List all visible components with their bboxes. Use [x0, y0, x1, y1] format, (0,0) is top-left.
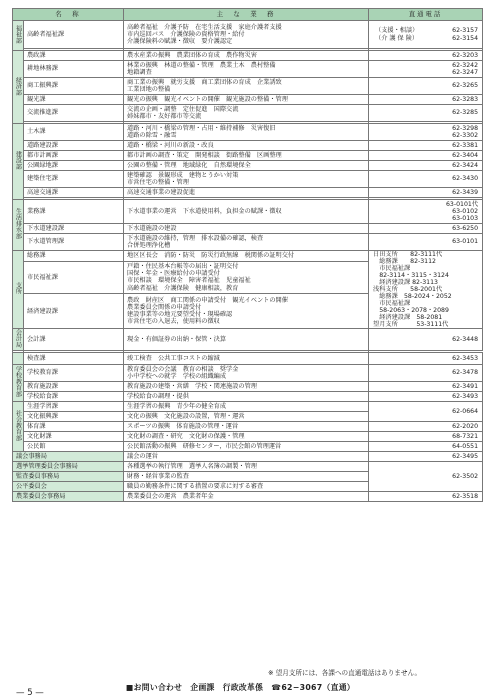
section-duties — [124, 124, 369, 141]
section-duties — [124, 364, 369, 381]
phone-cell — [369, 234, 483, 251]
section-name: 道路建設課 — [24, 141, 124, 151]
duty-line: 農政 財産区 商工関係の申請受付 観光イベントの開催 — [127, 296, 288, 304]
table-row — [13, 364, 483, 381]
duty-line: 戸籍・住民基本台帳等の届出・証明交付 — [127, 262, 239, 270]
section-name: 教育施設課 — [24, 381, 124, 391]
table-body — [13, 21, 483, 502]
duty-line: 職員の勤務条件に関する措置の要求に対する審査 — [127, 482, 264, 490]
section-name: 業務課 — [24, 200, 124, 224]
table-row — [13, 391, 483, 401]
department-label — [13, 329, 24, 351]
duty-line: 下水道施設の建設 — [127, 224, 177, 232]
table-row — [13, 431, 483, 441]
section-duties — [124, 329, 369, 351]
section-name: 文化振興課 — [24, 411, 124, 421]
duty-line: 都市計画の調査・策定 開発相談 街路整備 区画整理 — [127, 151, 282, 159]
phone-number: 62-3448 — [452, 335, 479, 343]
duty-line: 農業委員会関係の申請受付 — [127, 303, 202, 311]
section-duties — [124, 78, 369, 95]
section-duties — [124, 451, 369, 461]
duty-line: 市内巡回バス 介護保険の資格管理・給付 — [127, 30, 245, 38]
section-duties — [124, 471, 369, 481]
phone-number: 日田支所 82-3111代 — [373, 251, 443, 258]
table-row — [13, 234, 483, 251]
duty-line: 議会の運営 — [127, 452, 158, 460]
section-duties — [124, 234, 369, 251]
section-duties — [124, 151, 369, 161]
duty-line: 高齢者福祉 介護予防 在宅生活支援 家庭介護者支援 — [127, 23, 282, 31]
phone-number: 63-0103 — [452, 215, 479, 223]
footnote: ※ 望月支所には、各課への直通電話はありません。 — [268, 669, 422, 677]
page-number: — 5 — — [16, 688, 44, 698]
duty-line: 道路・橋梁・河川の新設・改良 — [127, 141, 214, 149]
duty-line: 教育施設の建築・営繕 学校・関連施設の管理 — [127, 382, 257, 390]
table-row — [13, 461, 483, 471]
department-label — [13, 21, 24, 51]
duty-line: 建築確認 景観形成 建物とうかい対策 — [127, 171, 239, 179]
section-duties — [124, 171, 369, 188]
section-duties — [124, 141, 369, 151]
section-name: 建築住宅課 — [24, 171, 124, 188]
section-name: 経済建設課 — [24, 294, 124, 329]
phone-number: 62-3453 — [452, 354, 479, 362]
duty-line: 農水産業の振興 農業団体の育成 農作物災害 — [127, 51, 257, 59]
duty-line: 現金・有価証券の出納・保管・決算 — [127, 335, 227, 343]
duty-line: 高齢者福祉 介護保険 健康相談，教育 — [127, 284, 239, 292]
table-row — [13, 124, 483, 141]
duty-line: 市営住宅の入退去，使用料の徴収 — [127, 318, 220, 326]
phone-number: 62-3439 — [452, 188, 479, 196]
department-label-text: 福祉部 — [14, 25, 22, 44]
section-name: 学校教育課 — [24, 364, 124, 381]
section-duties — [124, 461, 369, 471]
phone-label: （介 護 保 険） — [375, 34, 419, 42]
section-name: 下水道建設課 — [24, 224, 124, 234]
phone-cell — [369, 329, 483, 351]
phone-number: 63-6250 — [452, 224, 479, 232]
table-row — [13, 78, 483, 95]
duty-line: 下水道事業の運営 下水道使用料，負担金の賦課・徴収 — [127, 207, 282, 215]
phone-number: 総務課 58-2024・2052 — [373, 293, 452, 300]
duty-line: 文化の振興 文化施設の設置，管理・運営 — [127, 412, 245, 420]
section-name: 総務課 — [24, 251, 124, 262]
duty-line: 各種選挙の執行管理 選挙人名簿の調製・管理 — [127, 462, 257, 470]
section-duties — [124, 411, 369, 421]
table-row — [13, 451, 483, 461]
department-label — [13, 200, 24, 251]
phone-number: 62-3404 — [452, 151, 479, 159]
department-label — [13, 352, 24, 364]
table-row — [13, 61, 483, 78]
section-name: 交流推進課 — [24, 105, 124, 122]
phone-number: 62-3430 — [452, 175, 479, 183]
phone-cell — [369, 431, 483, 441]
directory-table-wrapper — [12, 8, 482, 502]
duty-line: 学校給食の調理・提供 — [127, 392, 189, 400]
section-name: 体育課 — [24, 421, 124, 431]
section-name: 下水道管理課 — [24, 234, 124, 251]
table-row — [13, 141, 483, 151]
phone-number: 62-3478 — [452, 369, 479, 377]
duty-line: 介護保険料の賦課・徴収 要介護認定 — [127, 38, 233, 46]
section-duties — [124, 431, 369, 441]
duty-line: 観光の振興 観光イベントの開催 観光施設の整備・管理 — [127, 95, 288, 103]
duty-line: 交流の企画・調整 定住促進 国際交流 — [127, 105, 239, 113]
phone-cell — [369, 61, 483, 78]
section-name: 公園緑地課 — [24, 161, 124, 171]
phone-number: 経済建設課 82-3113 — [373, 279, 438, 286]
duty-line: 文化財の調査・研究 文化財の保護・管理 — [127, 432, 245, 440]
phone-line — [375, 27, 478, 34]
duty-line: 公民館活動の振興 研修センター，市民会館の管理運営 — [127, 442, 282, 450]
phone-line — [375, 35, 478, 42]
table-row — [13, 381, 483, 391]
header-name: 名 称 — [13, 9, 124, 21]
phone-number: 62-3493 — [452, 392, 479, 400]
phone-cell — [369, 224, 483, 234]
department-label-text: 経済部 — [14, 76, 22, 96]
duty-line: 林業の振興 林道の整備・管理 農業土木 農村整備 — [127, 61, 276, 69]
phone-number: 68-7321 — [452, 432, 479, 440]
phone-number: 62-3302 — [452, 132, 479, 139]
department-label — [13, 124, 24, 200]
table-row — [13, 352, 483, 364]
phone-cell — [369, 161, 483, 171]
phone-cell — [369, 364, 483, 381]
table-row — [13, 21, 483, 49]
table-row — [13, 161, 483, 171]
duty-line: 農業委員会の運営 農業者年金 — [127, 492, 214, 500]
table-row — [13, 188, 483, 198]
phone-cell — [369, 441, 483, 451]
department-label — [13, 364, 24, 401]
section-duties — [124, 161, 369, 171]
department-label-text: 社会教育部 — [14, 409, 22, 441]
duty-line: 下水道施設の維持，管理 排水設備の確認，検査 — [127, 234, 264, 242]
section-duties — [124, 391, 369, 401]
phone-cell — [369, 95, 483, 105]
table-row — [13, 441, 483, 451]
phone-label: （支援・相談） — [375, 27, 419, 35]
section-name: 土木課 — [24, 124, 124, 141]
duty-line: 財務・経営事業の監査 — [127, 472, 189, 480]
section-duties — [124, 401, 369, 411]
section-name: 農業委員会事務局 — [13, 491, 124, 501]
phone-cell — [369, 491, 483, 501]
section-name: 商工振興課 — [24, 78, 124, 95]
phone-number: 62-3265 — [452, 82, 479, 90]
phone-cell — [369, 188, 483, 198]
section-name: 耕地林務課 — [24, 61, 124, 78]
phone-cell — [369, 391, 483, 401]
phone-cell — [369, 401, 483, 421]
department-label — [13, 251, 24, 329]
phone-number: 62-3298 — [452, 124, 479, 132]
section-duties — [124, 188, 369, 198]
phone-cell — [369, 21, 483, 49]
phone-number: 62-3381 — [452, 141, 479, 149]
phone-number: 63-0101 — [452, 238, 479, 246]
duty-line: 竣工検査 公共工事コストの縮減 — [127, 354, 220, 362]
section-duties — [124, 421, 369, 431]
department-label — [13, 401, 24, 451]
phone-number: 62-2020 — [452, 422, 479, 430]
duty-line: 教育委員会の会議 教育の相談 奨学金 — [127, 365, 239, 373]
phone-number: 市民福祉課 — [373, 265, 411, 272]
phone-number: 市民福祉課 — [373, 300, 411, 307]
phone-number: 63-0101代 — [445, 200, 479, 208]
phone-cell — [369, 461, 483, 491]
phone-number: 64-0551 — [452, 442, 479, 450]
duty-line: 商工業の振興 就労支援 商工業団体の育成 企業誘致 — [127, 78, 282, 86]
department-label-text: 学校教育部 — [14, 366, 22, 398]
section-duties — [124, 51, 369, 61]
section-duties — [124, 261, 369, 294]
section-duties — [124, 381, 369, 391]
section-name: 文化財課 — [24, 431, 124, 441]
phone-cell — [369, 200, 483, 224]
department-label — [13, 51, 24, 124]
section-duties — [124, 105, 369, 122]
department-label-text: 生活排水部 — [14, 208, 22, 240]
section-name: 会計課 — [24, 329, 124, 351]
section-duties — [124, 21, 369, 49]
duty-line: 高速交通事業の建設促進 — [127, 188, 196, 196]
section-duties — [124, 251, 369, 262]
phone-number: 62-3247 — [452, 69, 479, 76]
table-row — [13, 95, 483, 105]
section-duties — [124, 441, 369, 451]
phone-cell — [369, 78, 483, 95]
section-name: 学校給食課 — [24, 391, 124, 401]
duty-line: 地籍調査 — [127, 69, 152, 76]
table-row — [13, 251, 483, 262]
phone-number: 浅科支所 58-2001代 — [373, 286, 443, 293]
header-phone: 直通電話 — [369, 9, 483, 21]
section-name: 議会事務局 — [13, 451, 124, 461]
duty-line: 公園の整備・管理 地域緑化 自然環境保全 — [127, 161, 251, 169]
duty-line: 生涯学習の振興 青少年の健全育成 — [127, 402, 227, 410]
table-row — [13, 151, 483, 161]
section-duties — [124, 491, 369, 501]
duty-line: 市民相談 環境保全 障害者福祉 児童福祉 — [127, 277, 251, 285]
phone-number: 62-3285 — [452, 109, 479, 117]
table-header-row — [13, 9, 483, 21]
phone-number: 経済建設課 58-2081 — [373, 314, 443, 321]
phone-number: 62-3242 — [452, 61, 479, 69]
phone-number: 62-3424 — [452, 161, 479, 169]
phone-number: 総務課 82-3112 — [373, 258, 436, 265]
section-name: 生涯学習課 — [24, 401, 124, 411]
duty-line: 国保・年金・医療給付の申請受付 — [127, 270, 220, 278]
duty-line: 合併処理浄化槽 — [127, 242, 171, 249]
phone-number: 62-3495 — [452, 452, 479, 460]
phone-cell — [369, 141, 483, 151]
section-duties — [124, 352, 369, 364]
duty-line: 姉妹都市・友好都市等交流 — [127, 113, 202, 120]
phone-number: 望月支所 53-3111代 — [373, 321, 449, 328]
phone-number: 62-3518 — [452, 492, 479, 500]
section-duties — [124, 224, 369, 234]
section-duties — [124, 61, 369, 78]
table-row — [13, 51, 483, 61]
phone-number: 62-0664 — [452, 407, 479, 415]
phone-number: 62-3502 — [452, 472, 479, 480]
section-name: 公平委員会 — [13, 481, 124, 491]
duty-line: 建設事業等の地元要望受付・現場確認 — [127, 311, 233, 319]
department-directory-table — [12, 8, 483, 502]
header-duties: 主 な 業 務 — [124, 9, 369, 21]
phone-number: 62-3203 — [452, 51, 479, 59]
section-name: 公民館 — [24, 441, 124, 451]
phone-cell — [369, 124, 483, 141]
table-row — [13, 200, 483, 224]
section-name: 市民福祉課 — [24, 261, 124, 294]
department-label-text: 建設部 — [14, 151, 22, 170]
phone-cell — [369, 105, 483, 122]
duty-line: 道路・河川・橋梁の管理・占用・維持補修 災害復旧 — [127, 124, 276, 132]
phone-number: 62-3283 — [452, 95, 479, 103]
phone-cell — [369, 421, 483, 431]
section-name: 検査課 — [24, 352, 124, 364]
phone-cell — [369, 151, 483, 161]
phone-number: 58-2063・2078・2089 — [373, 307, 449, 314]
table-row — [13, 491, 483, 501]
section-duties — [124, 481, 369, 491]
phone-cell — [369, 251, 483, 329]
phone-number: 63-0102 — [452, 207, 479, 215]
phone-cell — [369, 51, 483, 61]
phone-number: 62-3154 — [452, 34, 479, 42]
section-name: 高速交通課 — [24, 188, 124, 198]
table-row — [13, 171, 483, 188]
section-duties — [124, 95, 369, 105]
phone-number: 82-3114・3115・3124 — [373, 272, 449, 279]
section-name: 観光課 — [24, 95, 124, 105]
phone-number: 62-3491 — [452, 382, 479, 390]
phone-cell — [369, 451, 483, 461]
phone-cell — [369, 381, 483, 391]
section-name: 高齢者福祉課 — [24, 21, 124, 49]
section-name: 選挙管理委員会事務局 — [13, 461, 124, 471]
table-row — [13, 401, 483, 411]
duty-line: 小中学校への就学 学校の組織編成 — [127, 372, 227, 380]
department-label-text: 支所 — [14, 282, 22, 295]
phone-cell — [369, 352, 483, 364]
section-duties — [124, 200, 369, 224]
contact-line: ■お問い合わせ 企画課 行政改革係 ☎62−3067（直通） — [126, 683, 355, 692]
department-label-text: 会計局 — [14, 329, 22, 348]
section-name: 都市計画課 — [24, 151, 124, 161]
duty-line: 市営住宅の整備・管理 — [127, 179, 189, 186]
table-row — [13, 224, 483, 234]
duty-line: 道路の除雪・融雪 — [127, 132, 177, 139]
section-name: 監査委員事務局 — [13, 471, 124, 481]
duty-line: スポーツの振興 体育施設の管理・運営 — [127, 422, 239, 430]
phone-number: 62-3157 — [452, 27, 479, 35]
duty-line: 地区区長会 消防・防災 防災行政無線 税関係の証明交付 — [127, 252, 295, 260]
section-name: 農政課 — [24, 51, 124, 61]
table-row — [13, 105, 483, 122]
table-row — [13, 329, 483, 351]
duty-line: 工業団地の整備 — [127, 86, 171, 93]
section-duties — [124, 294, 369, 329]
phone-cell — [369, 171, 483, 188]
table-row — [13, 421, 483, 431]
